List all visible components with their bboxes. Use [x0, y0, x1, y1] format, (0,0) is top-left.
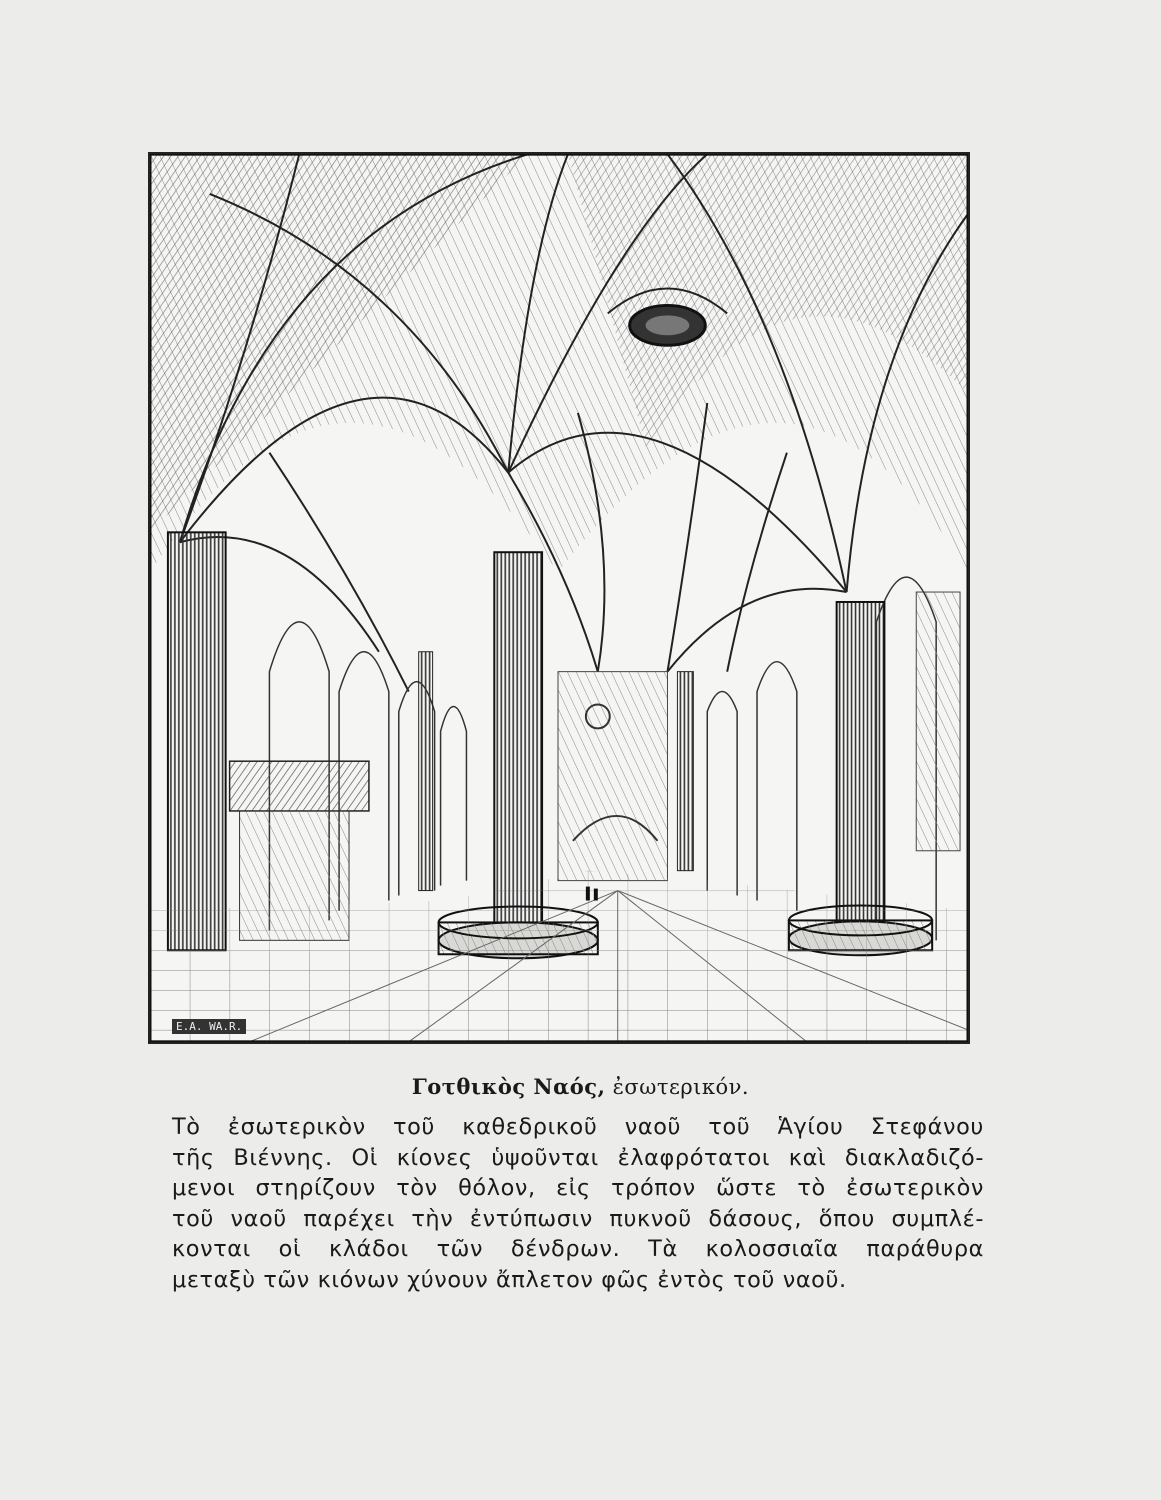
column-left	[168, 532, 226, 950]
paragraph-line: κονται οἱ κλάδοι τῶν δένδρων. Τὰ κολοσσιαῖα παράθυρα	[172, 1236, 984, 1263]
description-paragraph	[172, 1112, 984, 1296]
engraver-signature: E.A. WA.R.	[172, 1019, 246, 1034]
column-right	[837, 602, 885, 940]
caption-title: Γοτθικὸς Ναός,	[411, 1074, 606, 1099]
paragraph-line: τῆς Βιέννης. Οἱ κίονες ὑψοῦνται ἐλαφρότατοι καὶ διακλαδιζό-	[172, 1144, 984, 1171]
figure-caption	[0, 1074, 1161, 1099]
paragraph-line: Τὸ ἐσωτερικὸν τοῦ καθεδρικοῦ ναοῦ τοῦ Ἁγίου Στεφάνου	[172, 1114, 984, 1140]
caption-subtitle: ἐσωτερικόν.	[612, 1075, 750, 1099]
paragraph-line: μενοι στηρίζουν τὸν θόλον, εἰς τρόπον ὥστε τὸ ἐσωτερικὸν	[172, 1175, 984, 1202]
gothic-cathedral-engraving	[148, 152, 970, 1044]
paragraph-line: μεταξὺ τῶν κιόνων χύνουν ἄπλετον φῶς ἐντὸς τοῦ ναοῦ.	[172, 1266, 847, 1293]
engraving-illustration	[150, 154, 968, 1042]
paragraph-line: τοῦ ναοῦ παρέχει τὴν ἐντύπωσιν πυκνοῦ δάσους, ὅπου συμπλέ-	[172, 1205, 984, 1232]
